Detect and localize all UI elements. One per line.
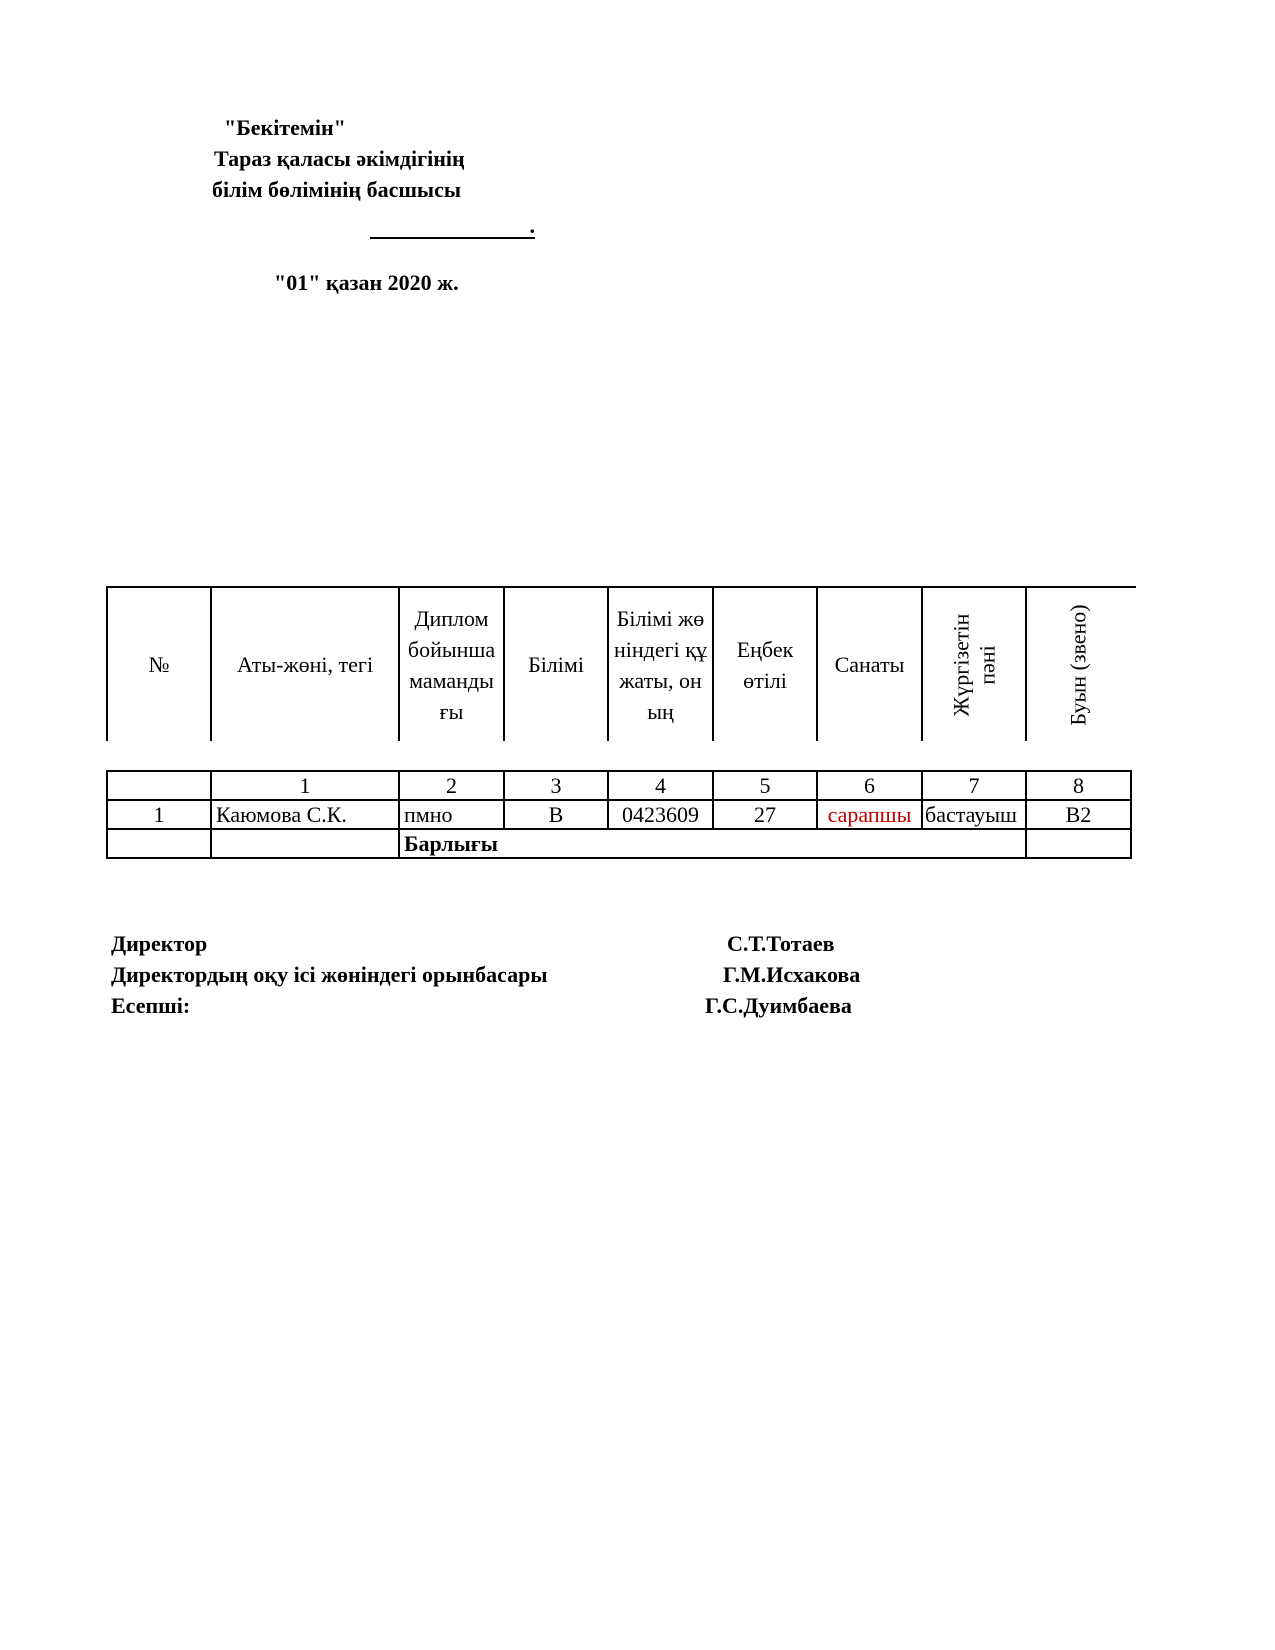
column-number: 3 [504, 771, 608, 800]
total-row [107, 829, 1131, 858]
signer-name: Г.М.Исхакова [723, 962, 861, 987]
row-experience: 27 [713, 800, 817, 829]
signer-name: Г.С.Дуимбаева [705, 993, 852, 1018]
approval-title: "Бекітемін" [224, 115, 346, 140]
column-number: 5 [713, 771, 817, 800]
row-name: Каюмова С.К. [211, 800, 399, 829]
row-level: В2 [1026, 800, 1131, 829]
header-work-experience: Еңбек өтілі [712, 588, 816, 741]
header-education: Білімі [503, 588, 607, 741]
header-diploma-specialty: Диплом бойынша мамандығы [398, 588, 503, 741]
column-number-row [107, 771, 1131, 800]
row-specialty: пмно [399, 800, 504, 829]
column-number-empty [107, 771, 211, 800]
approval-org-line: Тараз қаласы әкімдігінің [214, 146, 465, 171]
row-education: В [504, 800, 608, 829]
column-number: 1 [211, 771, 399, 800]
signature-line: . [370, 216, 535, 239]
staff-table [106, 770, 1132, 859]
row-category: сарапшы [817, 800, 922, 829]
row-subject: бастауыш [922, 800, 1026, 829]
signer-name: С.Т.Тотаев [727, 931, 835, 956]
signer-row [111, 928, 1011, 959]
total-empty [211, 829, 399, 858]
total-empty [107, 829, 211, 858]
signers-block [111, 928, 1011, 1021]
header-subject: Жүргізетін пәні [921, 588, 1025, 741]
column-number: 6 [817, 771, 922, 800]
header-name: Аты-жөні, тегі [210, 588, 398, 741]
signer-role: Есепші: [111, 993, 191, 1018]
signer-row [111, 959, 1011, 990]
total-empty [1026, 829, 1131, 858]
column-number: 4 [608, 771, 713, 800]
header-category: Санаты [816, 588, 921, 741]
column-number: 2 [399, 771, 504, 800]
row-no: 1 [107, 800, 211, 829]
signer-role: Директор [111, 931, 208, 956]
column-number: 8 [1026, 771, 1131, 800]
total-label: Барлығы [399, 829, 1026, 858]
approval-position-line: білім бөлімінің басшысы [212, 177, 462, 202]
header-education-document: Білімі жөніндегі құжаты, оның [607, 588, 712, 741]
row-document: 0423609 [608, 800, 713, 829]
header-no: № [106, 588, 210, 741]
column-number: 7 [922, 771, 1026, 800]
signer-row [111, 990, 1011, 1021]
header-level: Буын (звено) [1025, 588, 1130, 741]
signer-role: Директордың оқу ісі жөніндегі орынбасары [111, 962, 548, 987]
approval-date: "01" қазан 2020 ж. [274, 270, 459, 295]
table-header [106, 586, 1136, 741]
table-row [107, 800, 1131, 829]
